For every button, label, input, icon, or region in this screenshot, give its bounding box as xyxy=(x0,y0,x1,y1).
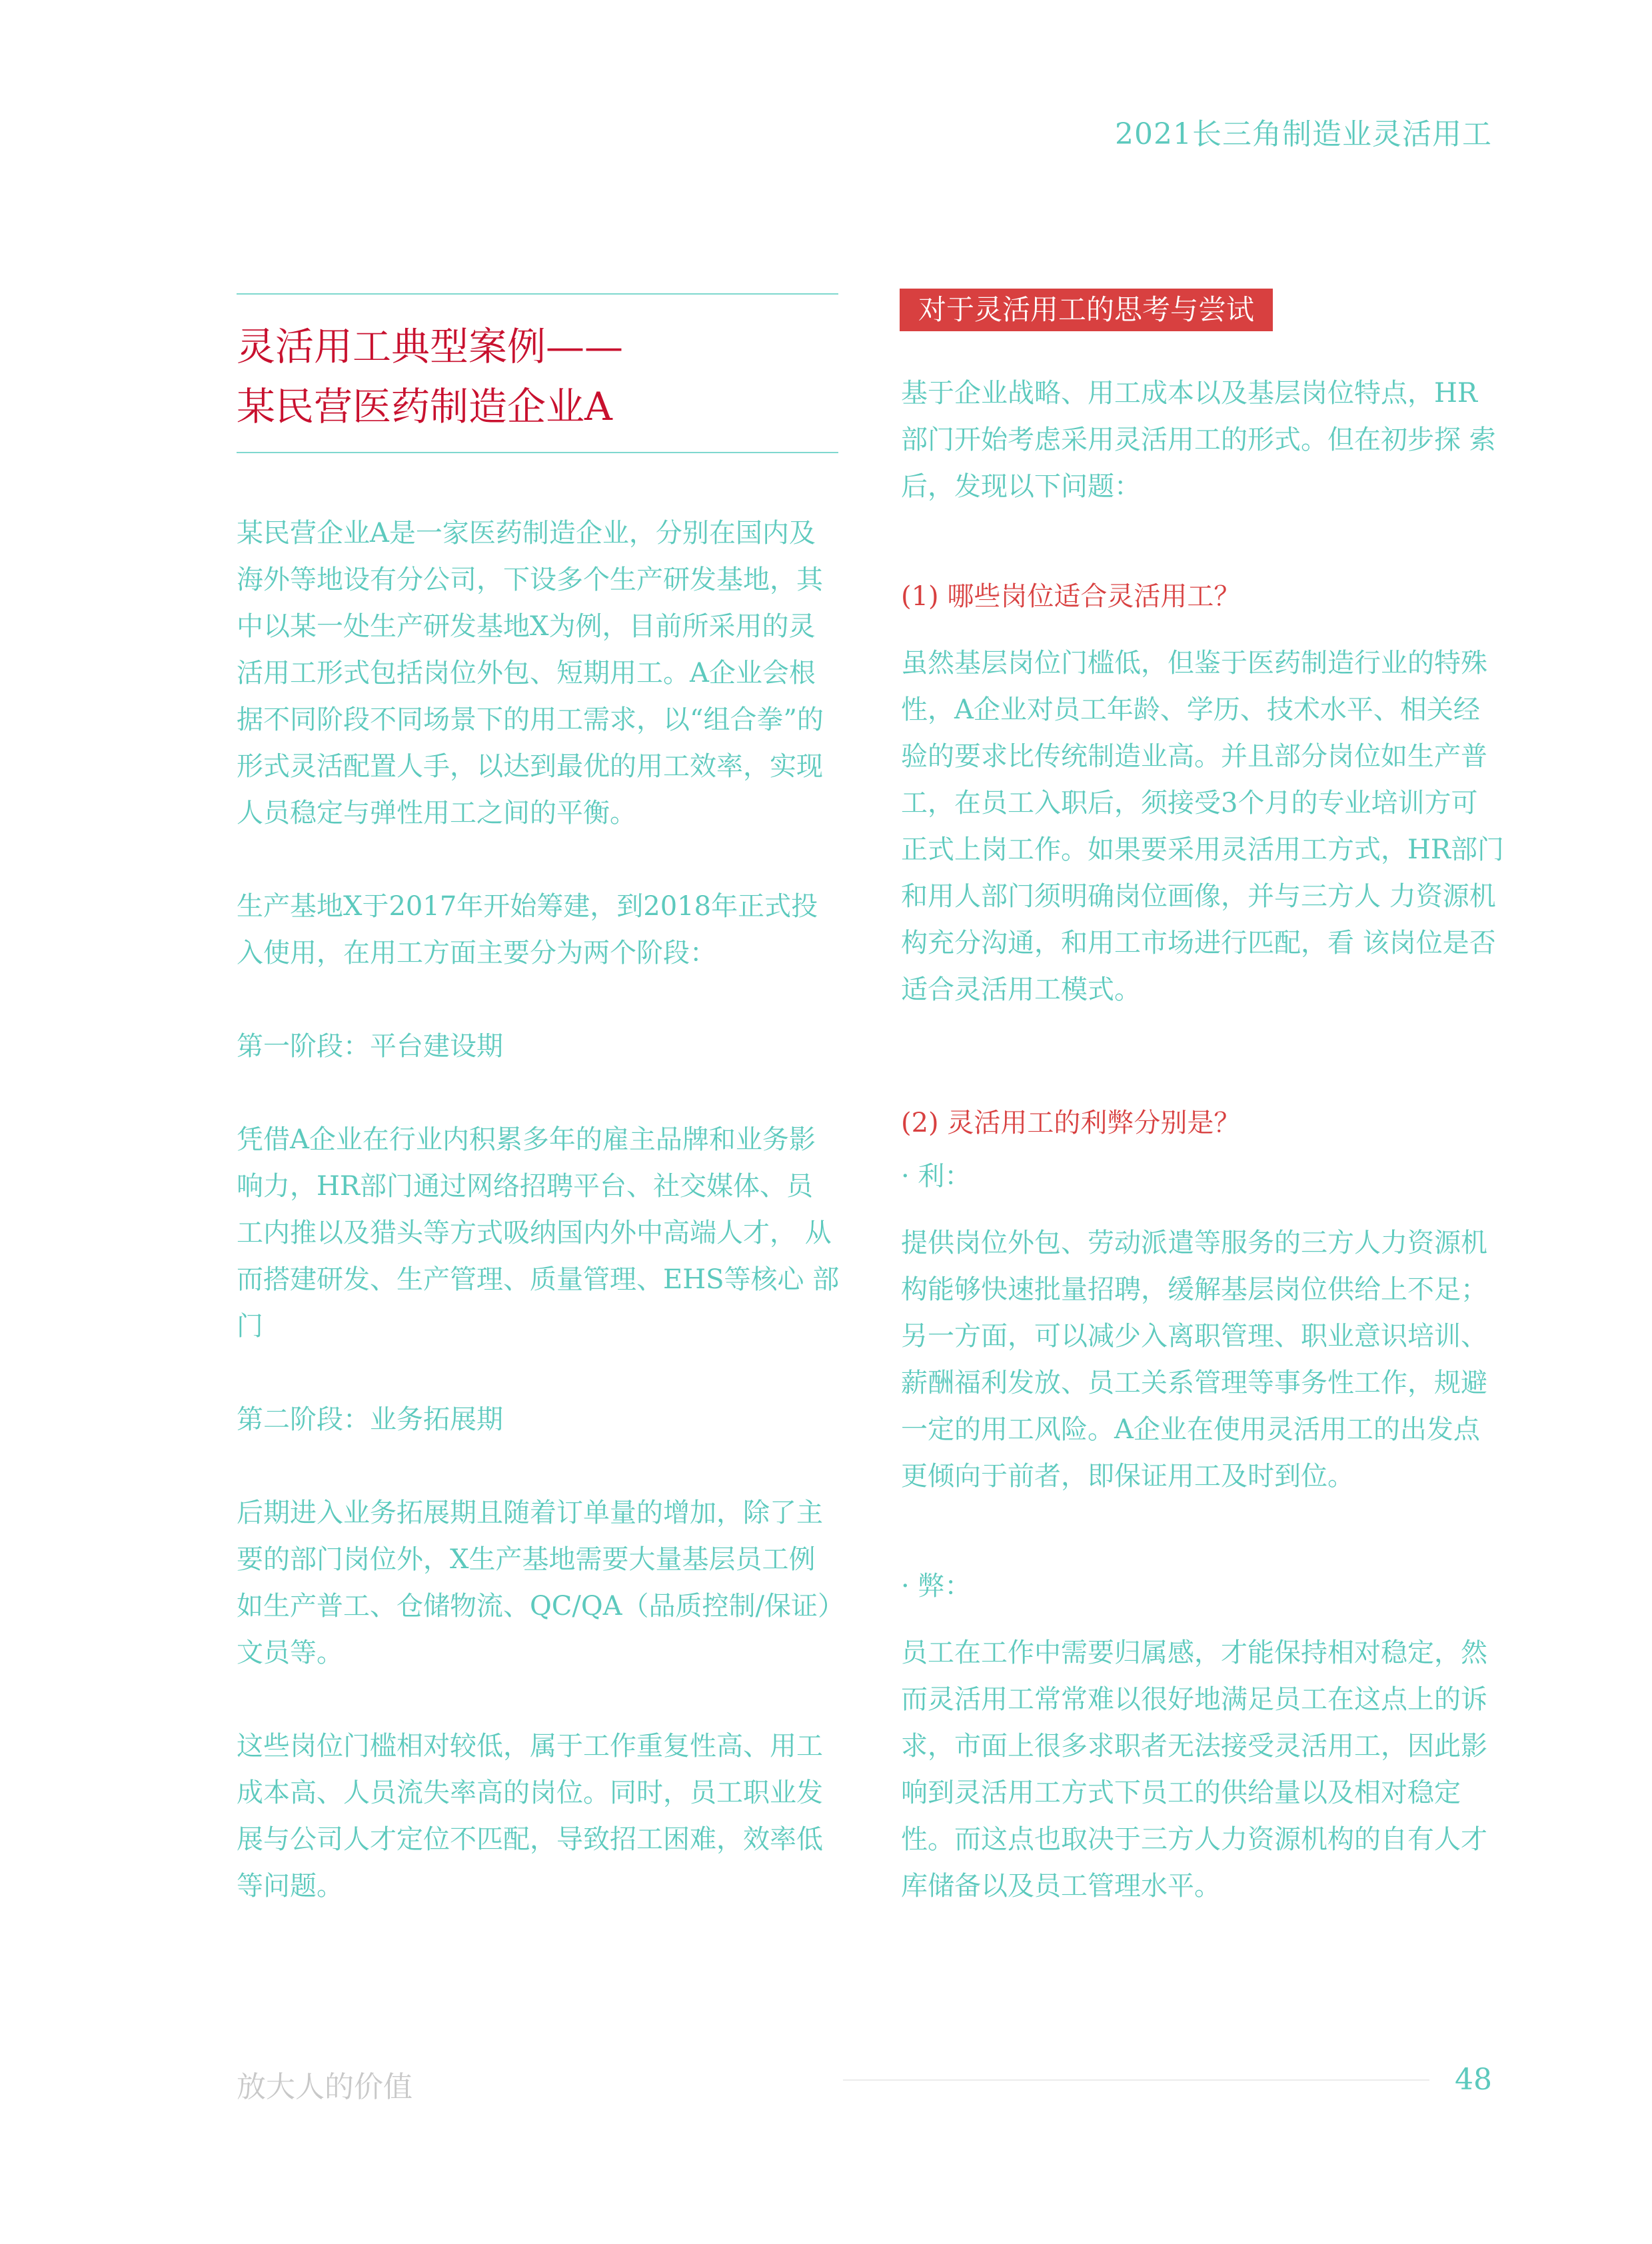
pro-label: · 利： xyxy=(901,1161,972,1192)
con-label: · 弊： xyxy=(901,1571,972,1602)
question-1: (1) 哪些岗位适合灵活用工？ xyxy=(901,581,1241,612)
section-tag: 对于灵活用工的思考与尝试 xyxy=(900,289,1273,331)
stage2-paragraph: 后期进入业务拓展期且随着订单量的增加，除了主要的部门岗位外，X生产基地需要大量基层员工例如生产普工、仓储物流、QC/QA（品质控制/保证）文员等。 xyxy=(237,1498,832,1668)
con-paragraph: 员工在工作中需要归属感，才能保持相对稳定，然而灵活用工常常难以很好地满足员工在这点上的诉求，市面上很多求职者无法接受灵活用工，因此影响到灵活用工方式下员工的供给量以及相对稳定性。而这点也取决于三方人力资源机构的自有人才库储备以及员工管理水平。 xyxy=(901,1638,1487,1901)
pro-paragraph: 提供岗位外包、劳动派遣等服务的三方人力资源机构能够快速批量招聘，缓解基层岗位供给上不足；另一方面，可以减少入离职管理、职业意识培训、薪酬福利发放、员工关系管理等事务性工作，规避一定的用工风险。A企业在使用灵活用工的出发点更倾向于前者，即保证用工及时到位。 xyxy=(901,1228,1487,1492)
answer-1: 虽然基层岗位门槛低，但鉴于医药制造行业的特殊性，A企业对员工年龄、学历、技术水平、相关经验的要求比传统制造业高。并且部分岗位如生产普工，在员工入职后，须接受3个月的专业培训方可正式上岗工作。如果要采用灵活用工方式，HR部门和用人部门须明确岗位画像，并与三方人 力资源机构充分沟通，和用工市场进行匹配，看 该岗位是否适合灵活用工模式。 xyxy=(901,648,1504,1005)
base-paragraph: 生产基地X于2017年开始筹建，到2018年正式投入使用，在用工方面主要分为两个阶段： xyxy=(237,891,818,968)
running-header: 2021长三角制造业灵活用工 xyxy=(1115,117,1492,151)
footer-slogan: 放大人的价值 xyxy=(237,2070,413,2104)
case-title-line2: 某民营医药制造企业A xyxy=(237,384,612,429)
right-intro-paragraph: 基于企业战略、用工成本以及基层岗位特点，HR 部门开始考虑采用灵活用工的形式。但在初步探 索后，发现以下问题： xyxy=(901,378,1496,502)
footer-rule xyxy=(843,2079,1429,2081)
case-title-line1: 灵活用工典型案例—— xyxy=(237,324,624,369)
stage1-heading: 第一阶段：平台建设期 xyxy=(237,1031,503,1062)
case-title xyxy=(237,317,836,437)
left-column xyxy=(237,510,840,1909)
title-top-rule xyxy=(237,293,838,295)
problem-paragraph: 这些岗位门槛相对较低，属于工作重复性高、用工成本高、人员流失率高的岗位。同时，员工职业发展与公司人才定位不匹配，导致招工困难，效率低等问题。 xyxy=(237,1731,823,1901)
title-bottom-rule xyxy=(237,452,838,453)
intro-paragraph: 某民营企业A是一家医药制造企业，分别在国内及海外等地设有分公司，下设多个生产研发基地，其中以某一处生产研发基地X为例，目前所采用的灵活用工形式包括岗位外包、短期用工。A企业会根据不同阶段不同场景下的用工需求，以“组合拳”的形式灵活配置人手，以达到最优的用工效率，实现人员稳定与弹性用工之间的平衡。 xyxy=(237,518,824,828)
page-number: 48 xyxy=(1455,2063,1492,2097)
stage1-paragraph: 凭借A企业在行业内积累多年的雇主品牌和业务影响力，HR部门通过网络招聘平台、社交媒体、员 工内推以及猎头等方式吸纳国内外中高端人才， 从而搭建研发、生产管理、质量管理、EHS等核心 部门 xyxy=(237,1124,840,1342)
right-column xyxy=(901,370,1504,1909)
question-2: (2) 灵活用工的利弊分别是？ xyxy=(901,1108,1241,1138)
stage2-heading: 第二阶段：业务拓展期 xyxy=(237,1404,503,1435)
